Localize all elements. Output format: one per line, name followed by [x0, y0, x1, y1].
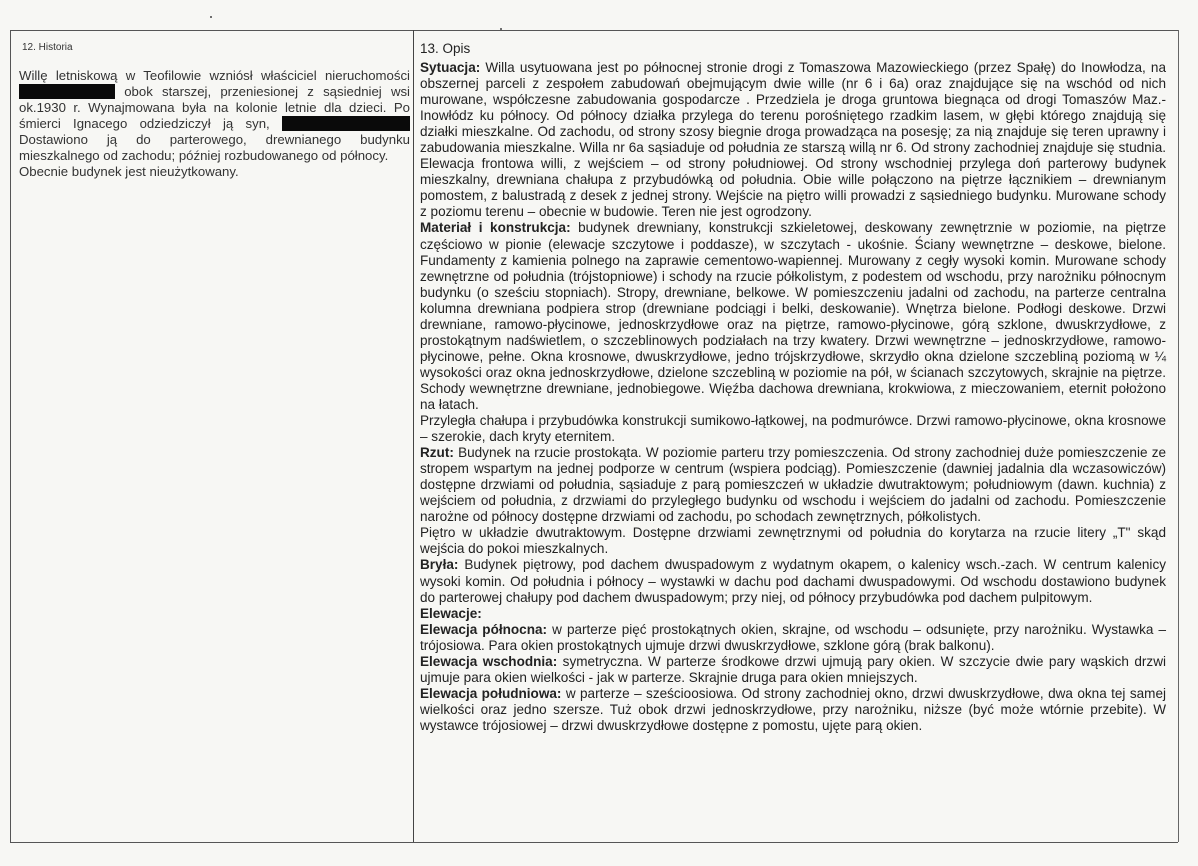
description-paragraph [420, 413, 1166, 445]
paragraph-text: w parterze pięć prostokątnych okien, skrajne, od wschodu – odsunięte, przy narożniku. Wystawka – trójosiowa. Para okien prostokątnych ujmuje drzwi dwuskrzydłowe, szklone górą (brak balkonu). [420, 621, 1166, 653]
paragraph-text: Piętro w układzie dwutraktowym. Dostępne drzwiami zewnętrznymi od południa do korytarza na rzucie litery „T" skąd wejścia do pokoi mieszkalnych. [420, 525, 1166, 557]
table-border-left [10, 30, 11, 842]
table-border-right [1178, 30, 1179, 842]
description-paragraph [420, 606, 1166, 622]
paragraph-label: Bryła: [420, 557, 459, 573]
history-text [19, 68, 410, 180]
description-paragraph [420, 60, 1166, 220]
paragraph-text: symetryczna. W parterze środkowe drzwi ujmują pary okien. W szczycie dwie pary wąskich drzwi ujmuje para okien wielkości - jak w parterze. Skrajnie druga para okien mniejszych. [420, 653, 1166, 685]
paragraph-label: Elewacja północna: [420, 621, 548, 637]
history-text-part: obok starszej, przeniesionej z sąsiedniej wsi ok.1930 r. Wynajmowana była na kolonie letnie dla dzieci. Po śmierci Ignacego odziedziczył ją syn, [19, 84, 410, 131]
description-paragraph [420, 220, 1166, 413]
description-paragraph [420, 445, 1166, 525]
paragraph-text: w parterze – sześcioosiowa. Od strony zachodniej okno, drzwi dwuskrzydłowe, dwa okna tej samej wielkości oraz jedno szersze. Tuż obok drzwi jednoskrzydłowe, przy narożniku, niższe (być może wtórnie przebite). W wystawce trójosiowej – drzwi dwuskrzydłowe dostępne z pomostu, ujęte parą okien. [420, 685, 1166, 733]
redaction-block [282, 116, 410, 131]
redaction-block [19, 84, 115, 99]
description-heading: 13. Opis [420, 41, 471, 56]
paragraph-text: Budynek na rzucie prostokąta. W poziomie parteru trzy pomieszczenia. Od strony zachodniej duże pomieszczenie ze stropem wspartym na jednej podporze w centrum (wspiera podciąg). Pomieszczenie (dawniej jadalnia dla wczasowiczów) dostępne drzwiami od południa, sąsiaduje z parą pomieszczeń w układzie dwutraktowym; południowym (dawn. kuchnia) z wejściem od południa, z drzwiami do przyległego budynku od wschodu i wejściem do jadalni od zachodu. Pomieszczenie narożne od północy dostępne drzwiami od zachodu, po schodach zewnętrznych, półkolistych. [420, 445, 1166, 525]
paragraph-label: Sytuacja: [420, 60, 481, 75]
description-paragraph [420, 557, 1166, 605]
paragraph-text: Willa usytuowana jest po północnej stronie drogi z Tomaszowa Mazowieckiego (przez Spałę) do Inowłodza, na obszernej parceli z zespołem zabudowań obejmującym dwie wille (nr 6 i 6a) oraz znajdujące się na wschód od nich murowane, współczesne zabudowania gospodarcze . Przedziela je droga gruntowa biegnąca od drogi Tomaszów Maz.-Inowłódz ku północy. Od północy działka przylega do terenu porośniętego rzadkim lasem, w głębi którego znajdują się działki mieszkalne. Od zachodu, od strony szosy biegnie droga prowadząca na posesję; za nią znajduje się teren uprawny i zabudowania mieszkalne. Willa nr 6a sąsiaduje od południa ze starszą willą nr 6. Od strony zachodniej znajduje się studnia. Elewacja frontowa willi, z wejściem – od strony południowej. Od strony wschodniej przylega doń parterowy budynek mieszkalny, drewniana chałupa z przybudówką od południa. Obie wille połączono na piętrze łącznikiem – drewnianym pomostem, z balustradą z desek z jednej strony. Wejście na piętro willi prowadzi z sąsiedniego budynku. Murowane schody z poziomu terenu – obecnie w budowie. Teren nie jest ogrodzony. [420, 60, 1166, 220]
paragraph-text: Budynek piętrowy, pod dachem dwuspadowym z wydatnym okapem, o kalenicy wsch.-zach. W centrum kalenicy wysoki komin. Od południa i północy – wystawki w dachu pod dachami dwuspadowymi. Od wschodu dostawiono budynek do parterowej chałupy pod dachem dwuspadowym; przy niej, od północy przybudówka pod dachem pulpitowym. [420, 557, 1166, 605]
description-text [420, 60, 1166, 734]
description-paragraph [420, 654, 1166, 686]
paragraph-label: Elewacja południowa: [420, 685, 562, 701]
table-border-bottom [10, 842, 1178, 843]
paragraph-label: Materiał i konstrukcja: [420, 220, 571, 236]
scan-speck [210, 16, 212, 18]
table-border-top [10, 30, 1178, 31]
history-text-part: Dostawiono ją do parterowego, drewnianego budynku mieszkalnego od zachodu; później rozbudowanego od północy. [19, 132, 410, 163]
description-paragraph [420, 686, 1166, 734]
column-divider [413, 30, 414, 842]
paragraph-text: Przyległa chałupa i przybudówka konstrukcji sumikowo-łątkowej, na podmurówce. Drzwi ramowo-płycinowe, okna krosnowe – szerokie, dach kryty eternitem. [420, 413, 1166, 445]
paragraph-label: Rzut: [420, 445, 454, 461]
description-paragraph [420, 622, 1166, 654]
paragraph-text: budynek drewniany, konstrukcji szkieletowej, deskowany zewnętrznie w poziomie, na piętrze częściowo w pionie (elewacje szczytowe i poddasze), w szczytach - ukośnie. Ściany wewnętrzne – deskowe, bielone. Fundamenty z kamienia polnego na zaprawie cementowo-wapiennej. Murowany z cegły wysoki komin. Murowane schody zewnętrzne od południa (trójstopniowe) i schody na rzucie półkolistym, z podestem od wschodu, przy narożniku północnym budynku (o sześciu stopniach). Stropy, drewniane, belkowe. W pomieszczeniu jadalni od zachodu, na parterze centralna kolumna drewniana podpiera strop (drewniane podciągi i belki, deskowanie). Wnętrza bielone. Podłogi deskowe. Drzwi drewniane, ramowo-płycinowe, jednoskrzydłowe oraz na piętrze, ramowo-płycinowe, górą szklone, dwuskrzydłowe, z prostokątnym nadświetlem, o szczeblinowych podziałach na trzy kwatery. Drzwi wewnętrzne – jednoskrzydłowe, ramowo-płycinowe, pełne. Okna krosnowe, dwuskrzydłowe, jedno trójskrzydłowe, skrzydło okna dzielone szczebliną poziomą w ¼ wysokości oraz okna jednoskrzydłowe, dzielone szczebliną w poziomie na pół, w ścianach szczytowych, skrajnie na piętrze. Schody wewnętrzne drewniane, jednobiegowe. Więźba dachowa drewniana, krokwiowa, z mieczowaniem, eternit położono na łatach. [420, 220, 1166, 412]
scan-speck [500, 28, 502, 30]
paragraph-label: Elewacja wschodnia: [420, 653, 558, 669]
description-paragraph [420, 525, 1166, 557]
paragraph-label: Elewacje: [420, 605, 482, 621]
history-heading: 12. Historia [22, 42, 73, 53]
history-text-part: Willę letniskową w Teofilowie wzniósł właściciel nieruchomości [19, 68, 410, 83]
history-text-part: Obecnie budynek jest nieużytkowany. [19, 164, 239, 179]
